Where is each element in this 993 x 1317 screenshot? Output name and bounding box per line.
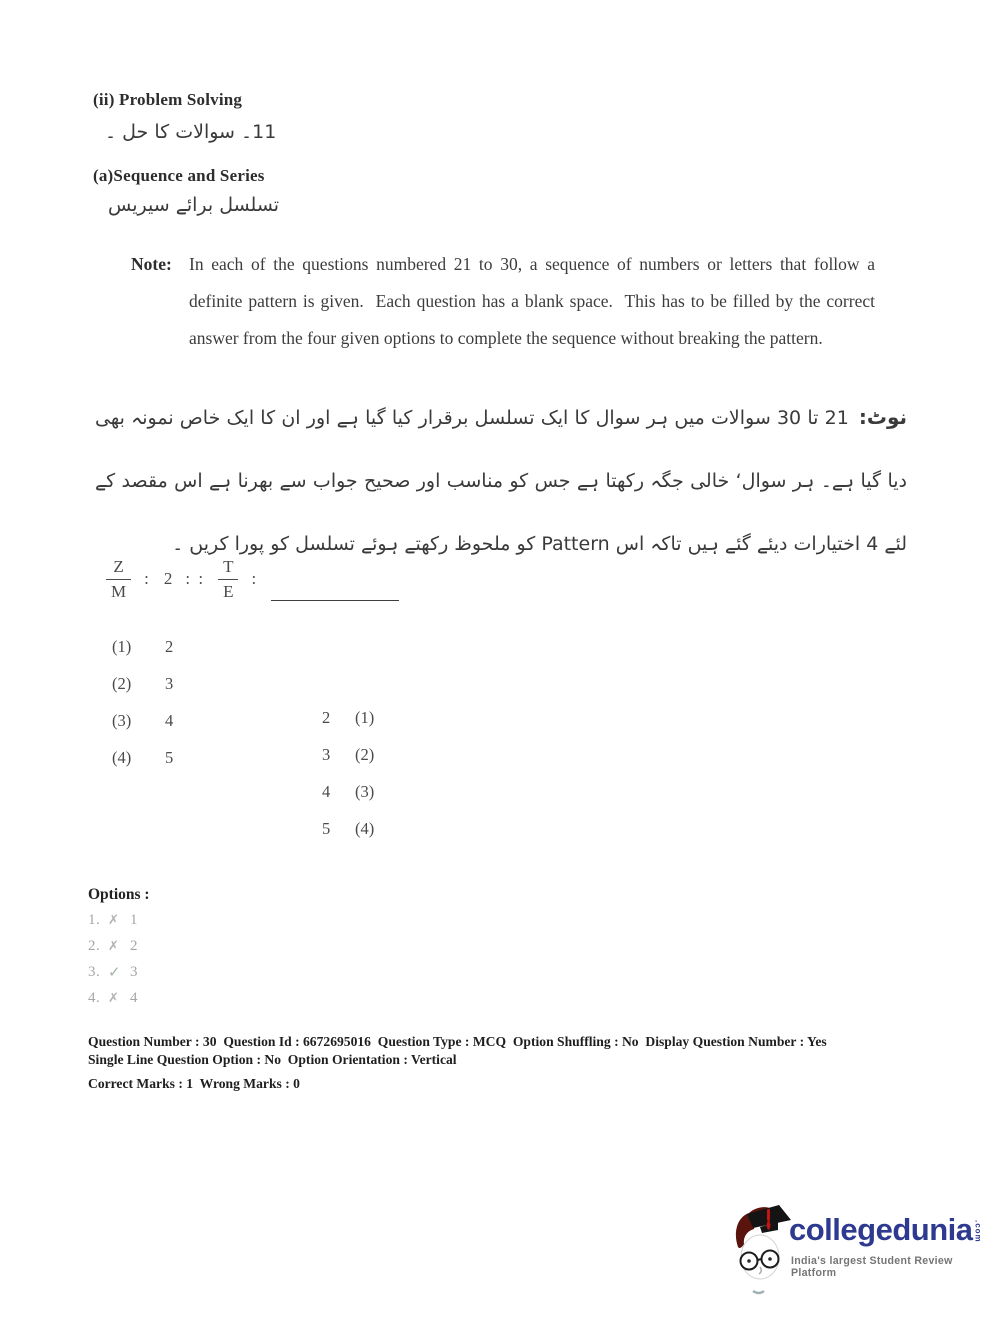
- metadata-line-2: Single Line Question Option : No Option Orientation : Vertical: [88, 1051, 457, 1067]
- option-label: (3): [112, 711, 132, 730]
- option-label: (1): [355, 708, 375, 727]
- option-label: (2): [112, 674, 132, 693]
- collegedunia-mascot-icon: [733, 1203, 793, 1297]
- option-value: 5: [165, 748, 174, 767]
- option-value: 2: [322, 708, 331, 727]
- answer-key-number: 1.: [88, 911, 101, 928]
- option-row: [112, 711, 173, 734]
- option-list-urdu: [322, 708, 374, 856]
- brand-name: collegedunia: [789, 1212, 973, 1247]
- metadata-marks: Correct Marks : 1 Wrong Marks : 0: [88, 1076, 300, 1091]
- note-label-urdu: نوٹ:: [858, 405, 907, 429]
- option-row: [112, 637, 173, 660]
- cross-icon: ✗: [108, 990, 120, 1005]
- fraction-zm-denominator: M: [106, 579, 131, 602]
- option-row: [322, 708, 374, 731]
- note-paragraph-english: [131, 246, 880, 357]
- ratio-separator: :: [251, 569, 259, 588]
- question-expression: [106, 551, 399, 607]
- note-text-urdu: 21 تا 30 سوالات میں ہر سوال کا ایک تسلسل برقرار کیا گیا ہے اور ان کا ایک خاص نمونہ بھی دیا گیا ہے۔ ہر سوال‘ خالی جگہ رکھتا ہے جس کو مناسب اور صحیح جواب سے بھرنا ہے اس مقصد کے لئے 4 اختیارات دیئے گئے ہیں تاکہ اس Pattern کو ملحوظ رکھتے ہوئے تسلسل کو پورا کریں ۔: [95, 407, 907, 555]
- note-paragraph-urdu: [95, 386, 907, 576]
- answer-blank-line: [271, 600, 399, 601]
- ratio-separator: :: [144, 569, 151, 588]
- option-row: [322, 745, 374, 768]
- option-row: [112, 748, 173, 771]
- middle-term: 2: [163, 569, 173, 588]
- answer-key-title: Options :: [88, 886, 150, 903]
- answer-key-number: 3.: [88, 963, 101, 980]
- answer-key-number: 4.: [88, 989, 101, 1006]
- section-heading-problem-solving: (ii) Problem Solving: [93, 90, 243, 109]
- option-value: 2: [165, 637, 174, 656]
- answer-key-row: [88, 989, 150, 1007]
- answer-key-row-correct: [88, 963, 150, 981]
- cross-icon: ✗: [108, 912, 120, 927]
- note-text: In each of the questions numbered 21 to 30, a sequence of numbers or letters that follow a definite pattern is given. Each question has a blank space. This has to be filled by the correct answer from the four given options to complete the sequence without breaking the pattern.: [189, 254, 880, 348]
- answer-key-value: 3: [130, 963, 138, 980]
- option-list-english: [112, 637, 173, 785]
- note-label: Note:: [131, 254, 172, 274]
- option-row: [322, 782, 374, 805]
- answer-key-number: 2.: [88, 937, 101, 954]
- answer-key-value: 1: [130, 911, 138, 928]
- cross-icon: ✗: [108, 938, 120, 953]
- option-label: (4): [355, 819, 375, 838]
- fraction-zm: [106, 557, 131, 602]
- subsection-heading-sequence-series: (a)Sequence and Series: [93, 166, 265, 185]
- subsection-heading-sequence-series-urdu: تسلسل برائے سیریس: [108, 194, 280, 216]
- fraction-te-denominator: E: [218, 579, 238, 602]
- option-row: [112, 674, 173, 697]
- answer-key-value: 2: [130, 937, 138, 954]
- answer-key-row: [88, 937, 150, 955]
- collegedunia-wordmark: [789, 1213, 982, 1247]
- fraction-zm-numerator: Z: [113, 556, 124, 576]
- option-row: [322, 819, 374, 842]
- option-label: (4): [112, 748, 132, 767]
- answer-key: [88, 886, 150, 1015]
- option-value: 4: [165, 711, 174, 730]
- metadata-line-1: Question Number : 30 Question Id : 6672695016 Question Type : MCQ Option Shuffling : No Display Question Number : Yes: [88, 1034, 827, 1049]
- answer-key-row: [88, 911, 150, 929]
- fraction-te: [218, 557, 238, 602]
- section-heading-problem-solving-urdu: 11۔ سوالات کا حل ۔: [105, 121, 277, 143]
- check-icon: ✓: [108, 964, 122, 981]
- option-value: 3: [322, 745, 331, 764]
- brand-suffix: .com: [973, 1220, 983, 1243]
- collegedunia-logo[interactable]: [733, 1203, 983, 1299]
- fraction-te-numerator: T: [223, 556, 234, 576]
- proportion-separator: : :: [185, 569, 206, 588]
- option-label: (1): [112, 637, 132, 656]
- option-label: (3): [355, 782, 375, 801]
- option-value: 4: [322, 782, 331, 801]
- option-value: 5: [322, 819, 331, 838]
- brand-tagline: India's largest Student Review Platform: [791, 1255, 953, 1279]
- answer-key-value: 4: [130, 989, 138, 1006]
- option-label: (2): [355, 745, 375, 764]
- option-value: 3: [165, 674, 174, 693]
- question-metadata: [88, 1033, 956, 1093]
